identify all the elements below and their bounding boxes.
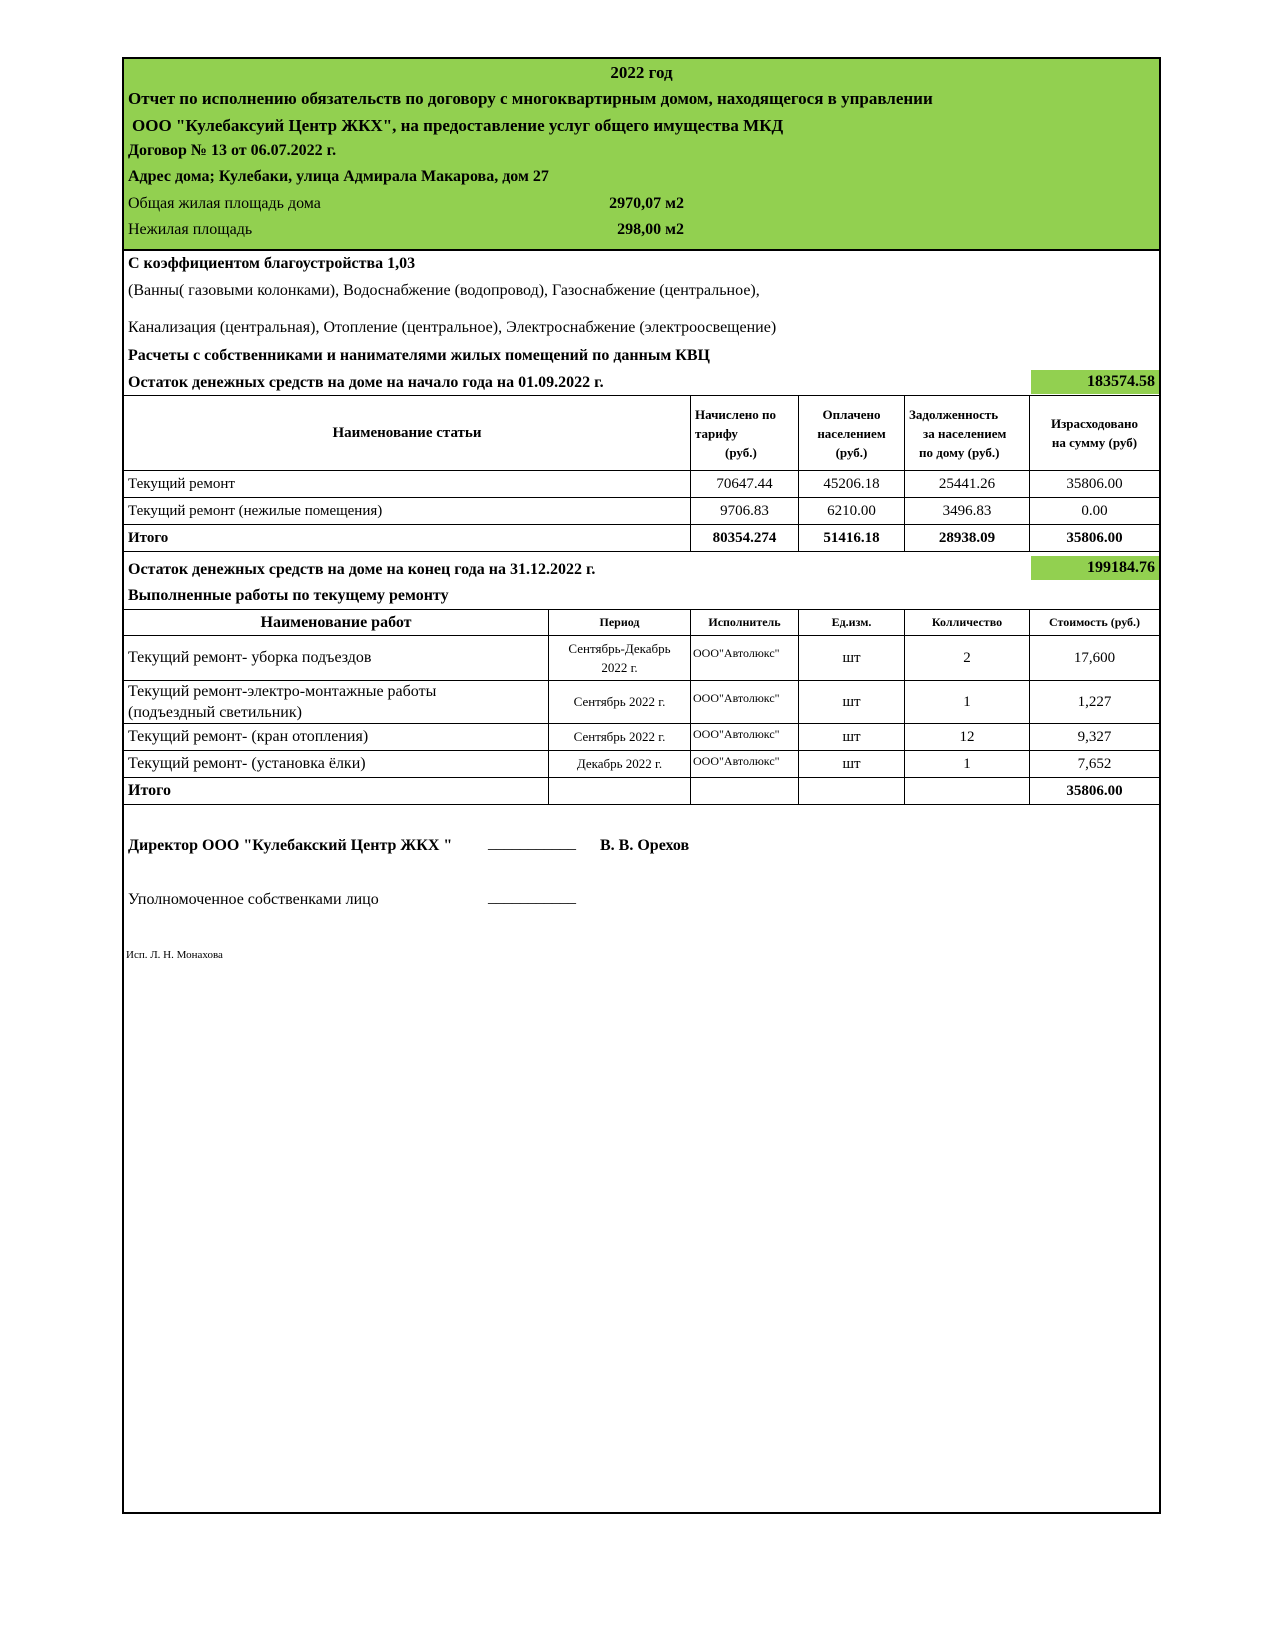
works-table (123, 609, 1160, 805)
work-contractor: ООО"Автолюкс" (691, 636, 799, 681)
settlements-text: Расчеты с собственниками и нанимателями жилых помещений по данным КВЦ (128, 347, 710, 364)
work-period: Сентябрь 2022 г. (549, 724, 691, 751)
authorized-signature-line: ___________ (488, 889, 576, 906)
report-title-line2: ООО "Кулебаксуий Центр ЖКХ", на предоставление услуг общего имущества МКД (132, 116, 784, 135)
work-unit: шт (799, 724, 905, 751)
coefficient-text: С коэффициентом благоустройства 1,03 (128, 255, 416, 272)
col-header-paid-3: (руб.) (835, 444, 868, 460)
end-balance-label: Остаток денежных средств на доме на конец года на 31.12.2022 г. (128, 561, 596, 578)
work-cost: 1,227 (1030, 681, 1160, 724)
work-cost: 9,327 (1030, 724, 1160, 751)
table-row (124, 681, 1160, 724)
work-name-line1: Текущий ремонт-электро-монтажные работы (128, 683, 437, 700)
table-row (124, 498, 1160, 525)
col-header-charged-1: Начислено по (695, 406, 776, 422)
work-period: Сентябрь 2022 г. (549, 681, 691, 724)
row-charged: 9706.83 (691, 498, 799, 525)
work-qty: 1 (905, 681, 1030, 724)
col-header-name: Наименование статьи (124, 396, 691, 471)
works-title: Выполненные работы по текущему ремонту (128, 587, 449, 604)
works-header-row (124, 610, 1160, 636)
work-name-line2: (подъездный светильник) (128, 704, 302, 721)
living-area-value: 2970,07 м2 (609, 195, 684, 212)
row-debt: 3496.83 (905, 498, 1030, 525)
row-name: Текущий ремонт (124, 471, 691, 498)
row-paid: 6210.00 (799, 498, 905, 525)
row-charged: 70647.44 (691, 471, 799, 498)
work-unit: шт (799, 636, 905, 681)
total-paid: 51416.18 (799, 525, 905, 552)
start-balance-label: Остаток денежных средств на доме на начало года на 01.09.2022 г. (128, 374, 604, 391)
table-row (124, 751, 1160, 778)
authorized-label: Уполномоченное собственками лицо (128, 891, 379, 908)
col-header-charged-3: (руб.) (725, 444, 757, 460)
work-name: Текущий ремонт- (кран отопления) (124, 724, 549, 751)
col-header-spent-2: на сумму (руб) (1051, 435, 1138, 450)
work-unit: шт (799, 751, 905, 778)
col-header-debt (905, 396, 1030, 471)
work-contractor: ООО"Автолюкс" (691, 751, 799, 778)
total-spent: 35806.00 (1030, 525, 1160, 552)
col-header-debt-1: Задолженность (909, 406, 999, 422)
work-cost: 7,652 (1030, 751, 1160, 778)
col-header-charged-2: тарифу (695, 425, 738, 441)
work-name: Текущий ремонт- уборка подъездов (124, 636, 549, 681)
works-total-empty (549, 778, 691, 805)
table-row (124, 724, 1160, 751)
col-header-paid-2: населением (817, 425, 886, 441)
total-debt: 28938.09 (905, 525, 1030, 552)
work-contractor: ООО"Автолюкс" (691, 724, 799, 751)
works-header-cost: Стоимость (руб.) (1030, 610, 1160, 636)
total-charged: 80354.274 (691, 525, 799, 552)
start-balance-value: 183574.58 (1031, 370, 1159, 394)
report-title-line1: Отчет по исполнению обязательств по договору с многоквартирным домом, находящегося в управлении (128, 89, 933, 108)
works-header-name: Наименование работ (124, 610, 549, 636)
works-total-cost: 35806.00 (1030, 778, 1160, 805)
col-header-debt-3: по дому (руб.) (919, 444, 1000, 460)
director-name: В. В. Орехов (600, 837, 690, 854)
works-total-row (124, 778, 1160, 805)
work-period (549, 636, 691, 681)
end-balance-value: 199184.76 (1031, 556, 1159, 580)
work-period-line1: Сентябрь-Декабрь (568, 641, 671, 656)
work-unit: шт (799, 681, 905, 724)
table-row (124, 471, 1160, 498)
report-year: 2022 год (610, 63, 673, 82)
row-spent: 0.00 (1030, 498, 1160, 525)
works-header-contractor: Исполнитель (691, 610, 799, 636)
col-header-paid-1: Оплачено (822, 406, 881, 422)
works-total-empty (691, 778, 799, 805)
finance-total-row (124, 525, 1160, 552)
work-cost: 17,600 (1030, 636, 1160, 681)
finance-header-row (124, 396, 1160, 471)
work-qty: 1 (905, 751, 1030, 778)
col-header-debt-2: за населением (923, 425, 1007, 441)
works-header-qty: Колличество (905, 610, 1030, 636)
report-header (124, 59, 1159, 251)
works-header-period: Период (549, 610, 691, 636)
col-header-spent (1030, 396, 1160, 471)
works-total-empty (799, 778, 905, 805)
work-name: Текущий ремонт- (установка ёлки) (124, 751, 549, 778)
executor-note: Исп. Л. Н. Монахова (126, 949, 223, 961)
works-total-empty (905, 778, 1030, 805)
row-name: Текущий ремонт (нежилые помещения) (124, 498, 691, 525)
work-qty: 12 (905, 724, 1030, 751)
work-name (124, 681, 549, 724)
report-frame (122, 57, 1161, 1514)
living-area-label: Общая жилая площадь дома (128, 195, 321, 212)
col-header-paid (799, 396, 905, 471)
finance-table (123, 395, 1160, 552)
director-signature-line: ___________ (488, 835, 576, 852)
work-period: Декабрь 2022 г. (549, 751, 691, 778)
work-qty: 2 (905, 636, 1030, 681)
row-paid: 45206.18 (799, 471, 905, 498)
col-header-spent-1: Израсходовано (1050, 416, 1139, 431)
works-total-name: Итого (124, 778, 549, 805)
amenities-line1: (Ванны( газовыми колонками), Водоснабжение (водопровод), Газоснабжение (центральное), (128, 282, 760, 299)
nonliving-area-label: Нежилая площадь (128, 221, 253, 238)
work-period-line2: 2022 г. (601, 660, 638, 675)
col-header-charged (691, 396, 799, 471)
amenities-line2: Канализация (центральная), Отопление (центральное), Электроснабжение (электроосвещение) (128, 319, 777, 336)
row-debt: 25441.26 (905, 471, 1030, 498)
total-name: Итого (124, 525, 691, 552)
nonliving-area-value: 298,00 м2 (617, 221, 684, 238)
work-contractor: ООО"Автолюкс" (691, 681, 799, 724)
works-header-unit: Ед.изм. (799, 610, 905, 636)
row-spent: 35806.00 (1030, 471, 1160, 498)
house-address: Адрес дома; Кулебаки, улица Адмирала Макарова, дом 27 (128, 168, 549, 185)
table-row (124, 636, 1160, 681)
contract-info: Договор № 13 от 06.07.2022 г. (128, 142, 337, 159)
director-label: Директор ООО "Кулебакский Центр ЖКХ " (128, 837, 453, 854)
